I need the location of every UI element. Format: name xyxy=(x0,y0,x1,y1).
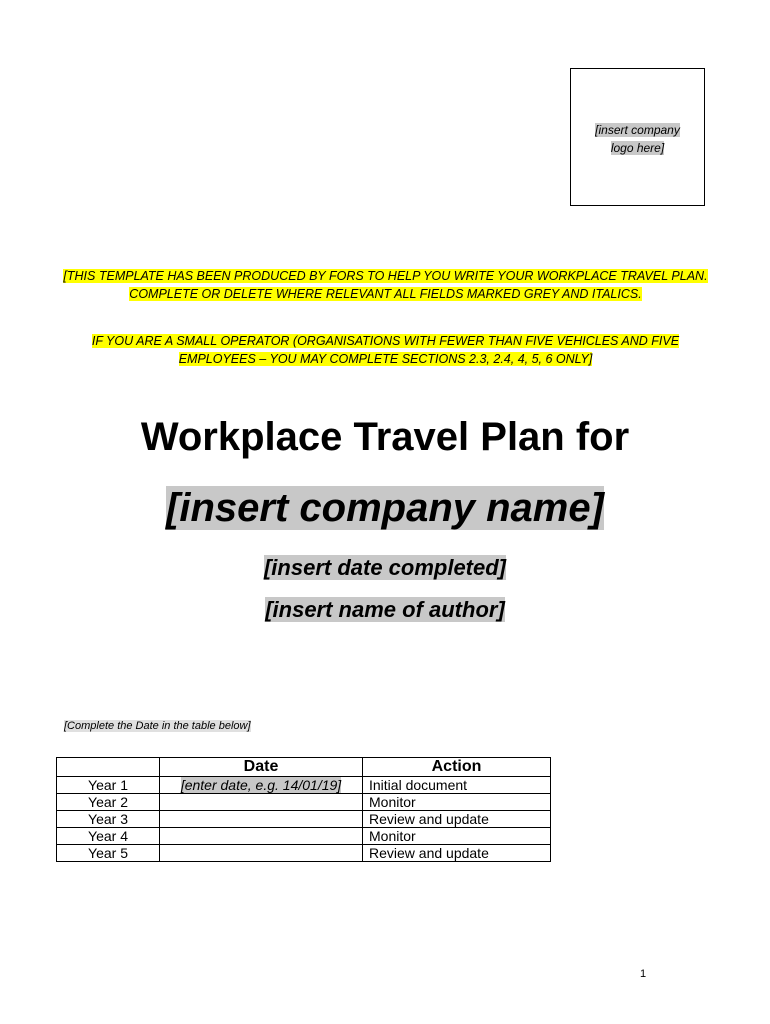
small-operator-notice-paragraph xyxy=(58,332,713,368)
document-title: Workplace Travel Plan for xyxy=(140,415,630,459)
template-notice-text: [THIS TEMPLATE HAS BEEN PRODUCED BY FORS TO HELP YOU WRITE YOUR WORKPLACE TRAVEL PLAN. COMPLETE OR DELETE WHERE RELEVANT ALL FIELDS MARKED GREY AND ITALICS. xyxy=(63,269,708,301)
year-cell: Year 5 xyxy=(57,845,160,862)
header-action: Action xyxy=(363,758,551,777)
logo-placeholder-text xyxy=(579,121,696,157)
year-cell: Year 4 xyxy=(57,828,160,845)
table-header-row xyxy=(57,758,551,777)
action-cell: Monitor xyxy=(363,794,551,811)
company-logo-placeholder xyxy=(570,68,705,206)
date-cell[interactable] xyxy=(160,777,363,794)
action-cell: Review and update xyxy=(363,845,551,862)
date-placeholder: [enter date, e.g. 14/01/19] xyxy=(180,777,342,793)
action-cell: Initial document xyxy=(363,777,551,794)
date-cell[interactable] xyxy=(160,845,363,862)
author-line xyxy=(0,596,770,624)
company-name-line xyxy=(0,482,770,534)
table-row xyxy=(57,828,551,845)
year-cell: Year 1 xyxy=(57,777,160,794)
table-instruction-text: [Complete the Date in the table below] xyxy=(64,720,251,732)
header-year xyxy=(57,758,160,777)
template-notice-paragraph xyxy=(58,267,713,303)
small-operator-notice-text: IF YOU ARE A SMALL OPERATOR (ORGANISATIONS WITH FEWER THAN FIVE VEHICLES AND FIVE EMPLOYEES – YOU MAY COMPLETE SECTIONS 2.3, 2.4, 4, 5, 6 ONLY] xyxy=(91,334,680,366)
logo-placeholder-line1: [insert company xyxy=(595,123,680,137)
date-cell[interactable] xyxy=(160,828,363,845)
year-cell: Year 2 xyxy=(57,794,160,811)
review-schedule-table xyxy=(56,757,551,862)
action-cell: Monitor xyxy=(363,828,551,845)
date-cell[interactable] xyxy=(160,794,363,811)
table-row xyxy=(57,777,551,794)
action-cell: Review and update xyxy=(363,811,551,828)
date-cell[interactable] xyxy=(160,811,363,828)
table-row xyxy=(57,794,551,811)
date-completed-placeholder: [insert date completed] xyxy=(263,555,507,580)
table-instruction xyxy=(64,718,251,734)
table-row xyxy=(57,845,551,862)
year-cell: Year 3 xyxy=(57,811,160,828)
company-name-placeholder: [insert company name] xyxy=(166,486,604,530)
date-completed-line xyxy=(0,554,770,582)
page-number: 1 xyxy=(640,968,647,980)
logo-placeholder-line2: logo here] xyxy=(610,141,665,155)
table-row xyxy=(57,811,551,828)
header-date: Date xyxy=(160,758,363,777)
author-name-placeholder: [insert name of author] xyxy=(265,597,505,622)
